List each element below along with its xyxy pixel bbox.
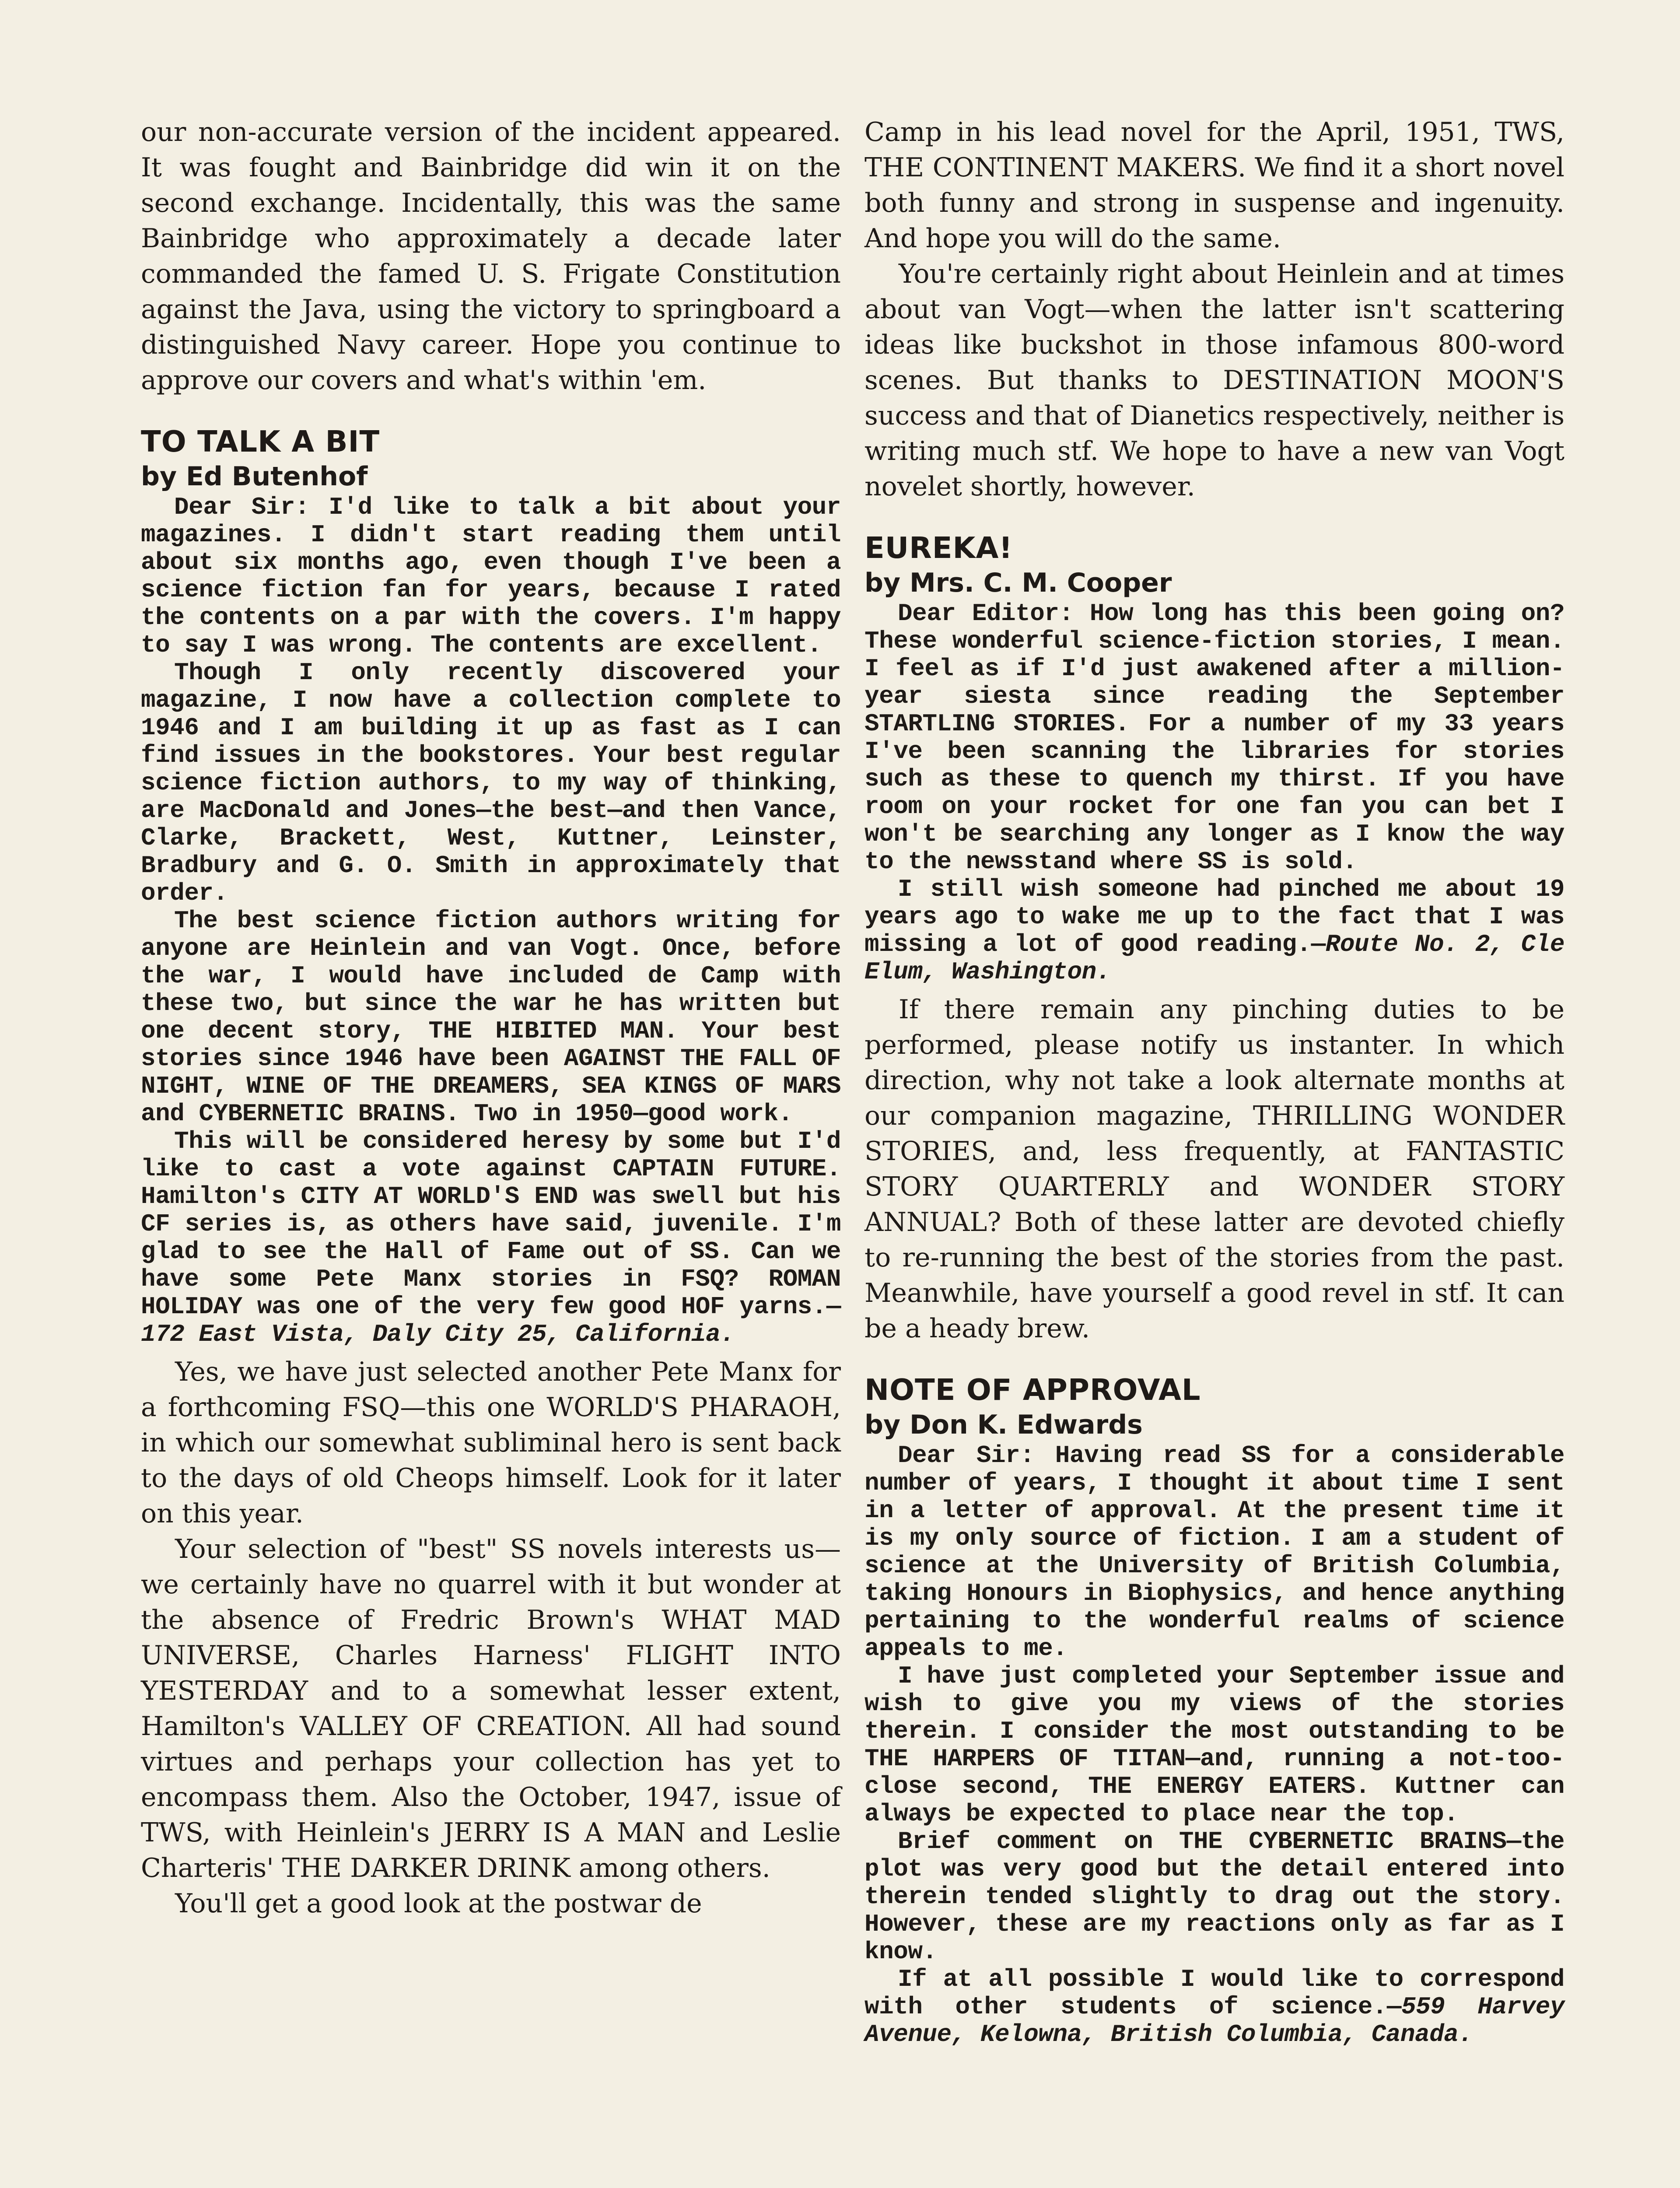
letter-heading xyxy=(141,424,841,494)
letter-address: Route No. 2, Cle Elum, Washington. xyxy=(864,930,1564,986)
letter-paragraph-with-address xyxy=(141,1128,841,1348)
left-column xyxy=(141,115,841,1922)
editor-reply-paragraph: Your selection of "best" SS novels interests us—we certainly have no quarrel with it but wonder at the absence of Fredric Brown's WHAT MAD UNIVERSE, Charles Harness' FLIGHT INTO YESTERDAY and to a somewhat lesser extent, Hamilton's VALLEY OF CREATION. All had sound virtues and perhaps your collection has yet to encompass them. Also the October, 1947, issue of TWS, with Heinlein's JERRY IS A MAN and Leslie Charteris' THE DARKER DRINK among others. xyxy=(141,1534,841,1883)
editor-reply-paragraph: You'll get a good look at the postwar de xyxy=(175,1888,702,1919)
letter-byline: by Mrs. C. M. Cooper xyxy=(864,568,1172,598)
editor-reply-paragraph: our non-accurate version of the incident appeared. It was fought and Bainbridge did win it on the second exchange. Incidentally, this was the same Bainbridge who approximately a decade later commanded the famed U. S. Frigate Constitution against the Java, using the victory to springboard a distinguished Navy career. Hope you continue to approve our covers and what's within 'em. xyxy=(141,117,841,396)
letter-paragraph: Dear Sir: Having read SS for a considerable number of years, I thought it about time I sent in a letter of approval. At the present time it is my only source of fiction. I am a student of science at the University of British Columbia, taking Honours in Biophysics, and hence anything pertaining to the wonderful realms of science appeals to me. xyxy=(864,1441,1564,1662)
letter-title: NOTE OF APPROVAL xyxy=(864,1373,1201,1407)
editor-reply-paragraph: Yes, we have just selected another Pete Manx for a forthcoming FSQ—this one WORLD'S PHARAOH, in which our somewhat subliminal hero is sent back to the days of old Cheops himself. Look for it later on this year. xyxy=(141,1357,841,1529)
letter-paragraph: Brief comment on THE CYBERNETIC BRAINS—the plot was very good but the detail entered into therein tended slightly to drag out the story. However, these are my reactions only as far as I know. xyxy=(864,1827,1564,1966)
letter-paragraph: Though I only recently discovered your magazine, I now have a collection complete to 1946 and I am building it up as fast as I can find issues in the bookstores. Your best regular science fiction authors, to my way of thinking, are MacDonald and Jones—the best—and then Vance, Clarke, Brackett, West, Kuttner, Leinster, Bradbury and G. O. Smith in approximately that order. xyxy=(141,659,841,907)
letter-paragraph-with-address xyxy=(864,1966,1564,2048)
letter-address: 559 Harvey Avenue, Kelowna, British Columbia, Canada. xyxy=(864,1993,1564,2048)
letter-title: EUREKA! xyxy=(864,531,1013,565)
editor-reply-paragraph: If there remain any pinching duties to be performed, please notify us instanter. In which direction, why not take a look alternate months at our companion magazine, THRILLING WONDER STORIES, and, less frequently, at FANTASTIC STORY QUARTERLY and WONDER STORY ANNUAL? Both of these latter are devoted chiefly to re-running the best of the stories from the past. Meanwhile, have yourself a good revel in stf. It can be a heady brew. xyxy=(864,994,1564,1344)
letter-heading xyxy=(864,530,1564,600)
letter-byline: by Don K. Edwards xyxy=(864,1410,1143,1440)
editor-reply-paragraph: Camp in his lead novel for the April, 1951, TWS, THE CONTINENT MAKERS. We find it a short novel both funny and strong in suspense and ingenuity. And hope you will do the same. xyxy=(864,117,1564,254)
letter-title: TO TALK A BIT xyxy=(141,424,380,459)
right-column xyxy=(864,115,1564,2048)
letter-text: This will be considered heresy by some but I'd like to cast a vote against CAPTAIN FUTURE. Hamilton's CITY AT WORLD'S END was swell but his CF series is, as others have said, juvenile. I'm glad to see the Hall of Fame out of SS. Can we have some Pete Manx stories in FSQ? ROMAN HOLIDAY was one of the very few good HOF yarns.— xyxy=(141,1127,841,1321)
letter-byline: by Ed Butenhof xyxy=(141,461,368,492)
editor-reply-paragraph: You're certainly right about Heinlein and at times about van Vogt—when the latter isn't scattering ideas like buckshot in those infamous 800-word scenes. But thanks to DESTINATION MOON'S success and that of Dianetics respectively, neither is writing much stf. We hope to have a new van Vogt novelet shortly, however. xyxy=(864,259,1564,502)
letter-paragraph: Dear Editor: How long has this been going on? These wonderful science-fiction stories, I mean. I feel as if I'd just awakened after a million-year siesta since reading the September STARTLING STORIES. For a number of my 33 years I've been scanning the libraries for stories such as these to quench my thirst. If you have room on your rocket for one fan you can bet I won't be searching any longer as I know the way to the newsstand where SS is sold. xyxy=(864,600,1564,876)
letter-heading xyxy=(864,1372,1564,1442)
letter-paragraph: I have just completed your September issue and wish to give you my views of the stories therein. I consider the most outstanding to be THE HARPERS OF TITAN—and, running a not-too-close second, THE ENERGY EATERS. Kuttner can always be expected to place near the top. xyxy=(864,1662,1564,1828)
letter-paragraph: The best science fiction authors writing for anyone are Heinlein and van Vogt. Once, before the war, I would have included de Camp with these two, but since the war he has written but one decent story, THE HIBITED MAN. Your best stories since 1946 have been AGAINST THE FALL OF NIGHT, WINE OF THE DREAMERS, SEA KINGS OF MARS and CYBERNETIC BRAINS. Two in 1950—good work. xyxy=(141,907,841,1128)
letter-text: I still wish someone had pinched me about 19 years ago to wake me up to the fact that I was missing a lot of good reading.— xyxy=(864,875,1564,958)
letter-text: If at all possible I would like to correspond with other students of science.— xyxy=(864,1965,1564,2021)
letter-paragraph: Dear Sir: I'd like to talk a bit about your magazines. I didn't start reading them until about six months ago, even though I've been a science fiction fan for years, because I rated the contents on a par with the covers. I'm happy to say I was wrong. The contents are excellent. xyxy=(141,493,841,659)
letter-address: 172 East Vista, Daly City 25, California. xyxy=(141,1320,735,1348)
letter-paragraph-with-address xyxy=(864,876,1564,986)
